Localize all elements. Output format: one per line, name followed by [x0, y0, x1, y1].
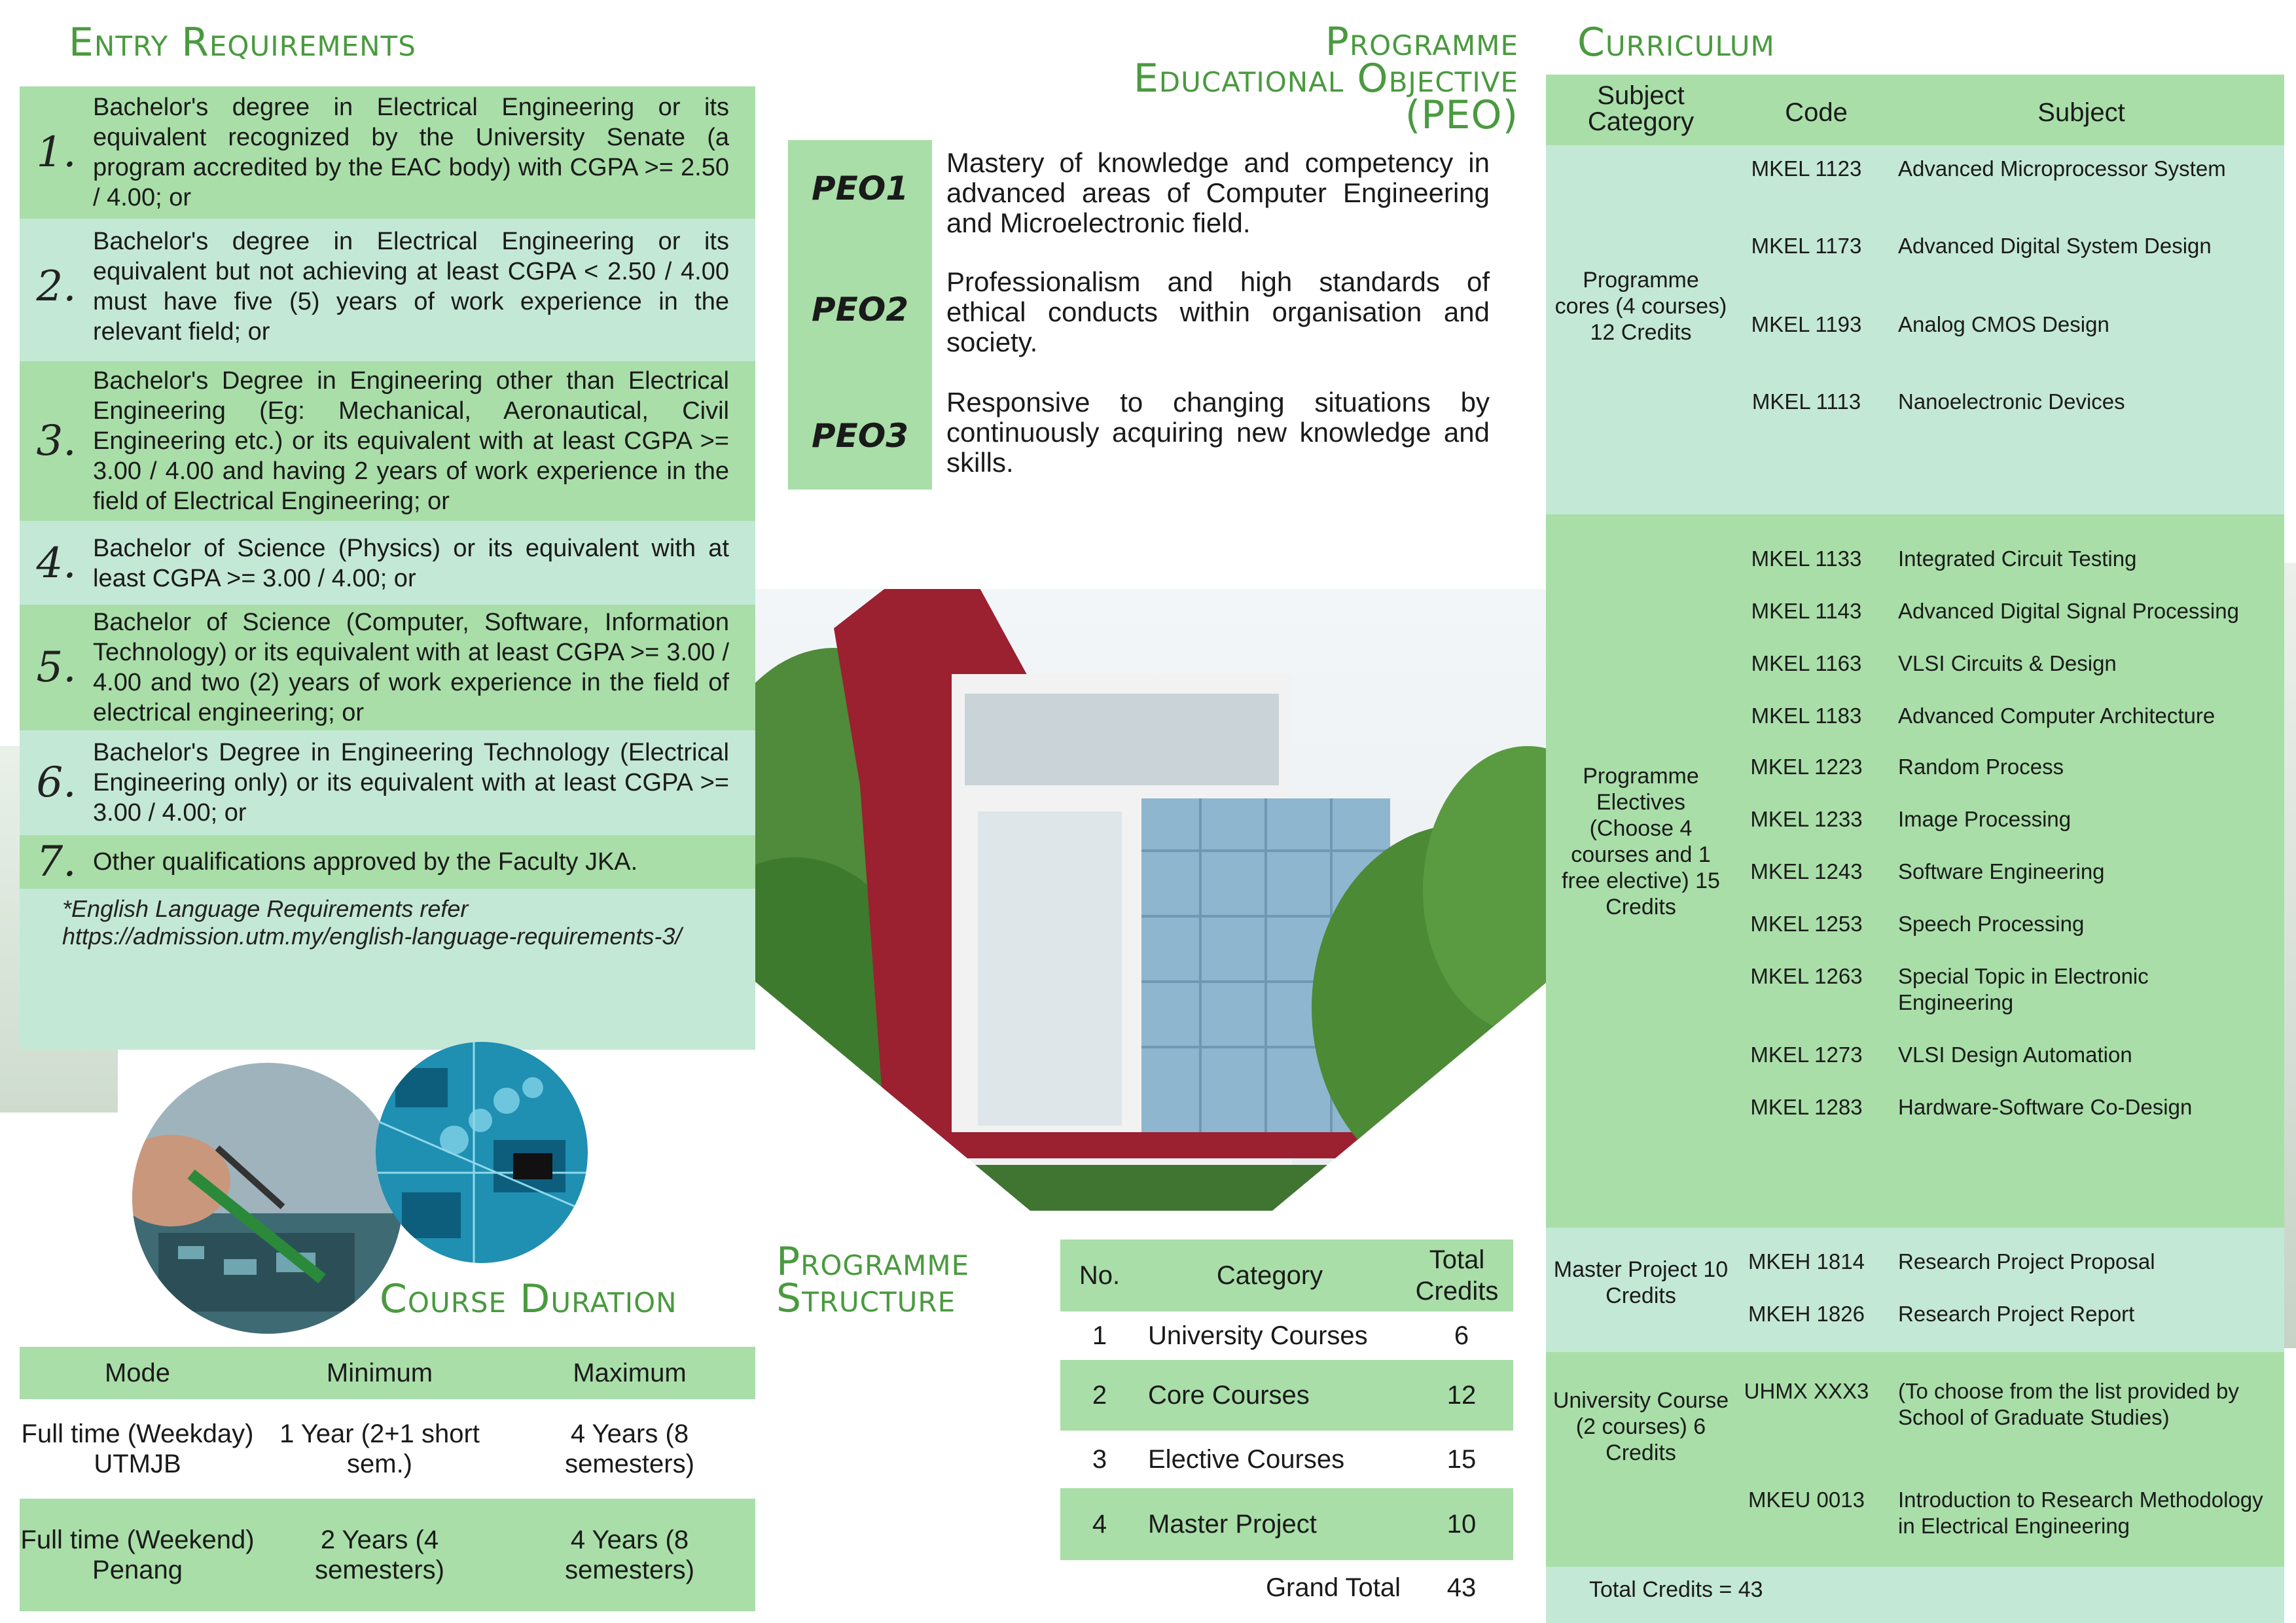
requirement-text: Bachelor's degree in Electrical Engineering or its equivalent but not achieving at least CGPA < 2.50 / 4.00 must have five (5) years of work experience in the relevant field; or — [93, 228, 729, 346]
course-subject: Advanced Digital System Design — [1898, 234, 2212, 258]
requirement-text: Bachelor's degree in Electrical Engineering or its equivalent recognized by the University Senate (a program accredited by the EAC body) with CGPA >= 2.50 / 4.00; or — [93, 94, 729, 211]
course-code: MKEL 1223 — [1750, 755, 1863, 779]
duration-mode: Full time (Weekday) UTMJB — [21, 1419, 254, 1478]
grand-total-label: Grand Total — [1265, 1573, 1401, 1602]
course-subject: VLSI Circuits & Design — [1898, 651, 2117, 675]
course-code: MKEL 1253 — [1750, 912, 1863, 936]
structure-header-category: Category — [1216, 1260, 1323, 1290]
header-subject: Subject — [2037, 98, 2125, 127]
requirement-number: 6. — [36, 758, 77, 807]
duration-header-maximum: Maximum — [573, 1359, 687, 1387]
peo1-label: PEO1 — [788, 140, 932, 237]
peo1-text: Mastery of knowledge and competency in advanced areas of Computer Engineering and Microelectronic field. — [946, 147, 1490, 238]
curriculum-total-credits: Total Credits = 43 — [1589, 1577, 1763, 1602]
course-subject: (To choose from the list provided by School of Graduate Studies) — [1898, 1379, 2239, 1429]
course-code: MKEL 1163 — [1751, 651, 1862, 675]
course-subject: Introduction to Research Methodology in Electrical Engineering — [1898, 1488, 2263, 1538]
course-code: MKEL 1183 — [1751, 704, 1862, 728]
course-code: MKEU 0013 — [1748, 1488, 1865, 1512]
course-subject: Random Process — [1898, 755, 2064, 779]
structure-no: 1 — [1092, 1321, 1107, 1350]
requirement-text: Bachelor's Degree in Engineering other than Electrical Engineering (Eg: Mechanical, Aeronautical, Civil Engineering etc.) or its equivalent with at least CGPA >= 3.00 / 4.00 and having 2 years of work experience in the field of Electrical Engineering; or — [93, 367, 729, 515]
duration-header-mode: Mode — [104, 1359, 171, 1387]
peo2-label: PEO2 — [788, 237, 932, 382]
circuit-board-photo — [376, 1042, 588, 1263]
structure-category: Core Courses — [1148, 1380, 1310, 1410]
course-code: MKEL 1283 — [1750, 1095, 1863, 1119]
course-code: MKEL 1133 — [1751, 546, 1862, 571]
english-requirement-note — [62, 895, 749, 950]
course-subject: Advanced Computer Architecture — [1898, 704, 2215, 728]
category-programme-electives: Programme Electives (Choose 4 courses and 1 free elective) 15 Credits — [1562, 764, 1720, 919]
structure-no: 3 — [1092, 1444, 1107, 1474]
course-code: MKEH 1826 — [1748, 1302, 1865, 1326]
requirement-item — [20, 732, 755, 834]
requirement-number: 2. — [36, 262, 77, 311]
structure-title-line2: Structure — [776, 1275, 956, 1321]
peo-title-line2: Educational Objective (PEO) — [1133, 56, 1518, 138]
curriculum-title: Curriculum — [1577, 20, 1775, 65]
requirement-text: Other qualifications approved by the Faculty JKA. — [93, 848, 638, 876]
duration-maximum: 4 Years (8 semesters) — [565, 1525, 694, 1584]
duration-mode: Full time (Weekend) Penang — [20, 1525, 255, 1584]
course-code: MKEL 1243 — [1750, 859, 1863, 883]
requirement-number: 3. — [36, 417, 77, 465]
requirement-item — [20, 86, 755, 219]
structure-title-line1: Programme — [776, 1239, 970, 1285]
course-duration-title: Course Duration — [380, 1276, 677, 1322]
duration-row — [20, 1499, 755, 1611]
requirement-item — [20, 605, 755, 730]
duration-minimum: 1 Year (2+1 short sem.) — [279, 1419, 480, 1478]
requirement-item — [20, 835, 755, 889]
peo3-label: PEO3 — [788, 382, 932, 490]
course-subject: Image Processing — [1898, 807, 2072, 831]
requirement-item — [20, 361, 755, 521]
structure-row — [1060, 1431, 1513, 1488]
duration-header-row — [20, 1347, 755, 1399]
structure-credits: 15 — [1446, 1444, 1477, 1474]
duration-minimum: 2 Years (4 semesters) — [315, 1525, 444, 1584]
requirement-item — [20, 524, 755, 603]
requirement-item — [20, 219, 755, 355]
soldering-photo — [132, 1063, 403, 1334]
peo-title — [1021, 19, 1518, 138]
duration-maximum: 4 Years (8 semesters) — [565, 1419, 694, 1478]
structure-header-credits: Total Credits — [1415, 1245, 1499, 1306]
course-subject: Software Engineering — [1898, 859, 2105, 883]
structure-credits: 12 — [1446, 1380, 1477, 1410]
requirement-number: 7. — [36, 838, 77, 886]
structure-credits: 6 — [1454, 1321, 1469, 1350]
structure-header-no: No. — [1079, 1260, 1121, 1290]
requirement-number: 4. — [36, 539, 77, 588]
structure-category: Elective Courses — [1148, 1444, 1345, 1474]
duration-header-minimum: Minimum — [326, 1359, 433, 1387]
course-code: MKEH 1814 — [1748, 1249, 1865, 1274]
campus-building-image — [755, 524, 1547, 1211]
header-code: Code — [1785, 98, 1848, 127]
structure-no: 4 — [1092, 1509, 1107, 1539]
course-subject: Integrated Circuit Testing — [1898, 546, 2137, 571]
category-programme-cores: Programme cores (4 courses) 12 Credits — [1554, 268, 1727, 345]
structure-row — [1060, 1311, 1513, 1360]
structure-category: University Courses — [1148, 1321, 1368, 1350]
english-note-label: *English Language Requirements refer — [62, 895, 469, 922]
duration-row — [20, 1400, 755, 1497]
course-code: MKEL 1193 — [1751, 312, 1862, 336]
requirement-text: Bachelor's Degree in Engineering Technology (Electrical Engineering only) or its equivalent with at least CGPA >= 3.00 / 4.00; or — [93, 739, 729, 827]
course-code: MKEL 1263 — [1750, 964, 1863, 988]
peo2-text: Professionalism and high standards of ethical conducts within organisation and society. — [946, 266, 1490, 357]
structure-header-row — [1060, 1240, 1513, 1311]
requirement-text: Bachelor of Science (Computer, Software, Information Technology) or its equivalent with at least CGPA >= 3.00 / 4.00 and two (2) years of work experience in the field of electrical engineering; or — [93, 609, 729, 726]
course-subject: Nanoelectronic Devices — [1898, 389, 2125, 414]
english-note-link[interactable]: https://admission.utm.my/english-language-requirements-3/ — [62, 923, 682, 950]
peo3-text: Responsive to changing situations by continuously acquiring new knowledge and skills. — [946, 387, 1490, 478]
course-subject: Speech Processing — [1898, 912, 2085, 936]
course-subject: Analog CMOS Design — [1898, 312, 2109, 336]
course-subject: Advanced Digital Signal Processing — [1898, 599, 2239, 623]
course-subject: VLSI Design Automation — [1898, 1043, 2132, 1067]
requirement-number: 1. — [36, 128, 77, 177]
peo-title-line1: Programme — [1325, 19, 1518, 65]
category-master-project: Master Project 10 Credits — [1553, 1257, 1729, 1308]
programme-structure-title — [776, 1239, 970, 1321]
structure-row — [1060, 1360, 1513, 1431]
course-subject: Hardware-Software Co-Design — [1898, 1095, 2193, 1119]
requirement-number: 5. — [36, 643, 77, 692]
course-subject: Special Topic in Electronic Engineering — [1898, 964, 2149, 1014]
course-code: UHMX XXX3 — [1744, 1379, 1869, 1403]
course-subject: Advanced Microprocessor System — [1898, 156, 2226, 181]
requirement-text: Bachelor of Science (Physics) or its equivalent with at least CGPA >= 3.00 / 4.00; or — [93, 535, 729, 592]
entry-requirements-title: Entry Requirements — [69, 20, 416, 65]
course-code: MKEL 1123 — [1751, 156, 1862, 181]
structure-row — [1060, 1488, 1513, 1560]
structure-credits: 10 — [1446, 1509, 1477, 1539]
grand-total-value: 43 — [1446, 1573, 1477, 1602]
header-subject-category: Subject Category — [1587, 81, 1695, 136]
structure-no: 2 — [1092, 1380, 1107, 1410]
course-code: MKEL 1143 — [1751, 599, 1862, 623]
course-code: MKEL 1273 — [1750, 1043, 1863, 1067]
course-subject: Research Project Report — [1898, 1302, 2135, 1326]
course-code: MKEL 1113 — [1751, 389, 1861, 414]
category-university-course: University Course (2 courses) 6 Credits — [1552, 1388, 1729, 1465]
course-subject: Research Project Proposal — [1898, 1249, 2155, 1274]
course-code: MKEL 1233 — [1750, 807, 1863, 831]
course-code: MKEL 1173 — [1751, 234, 1862, 258]
structure-category: Master Project — [1148, 1509, 1317, 1539]
